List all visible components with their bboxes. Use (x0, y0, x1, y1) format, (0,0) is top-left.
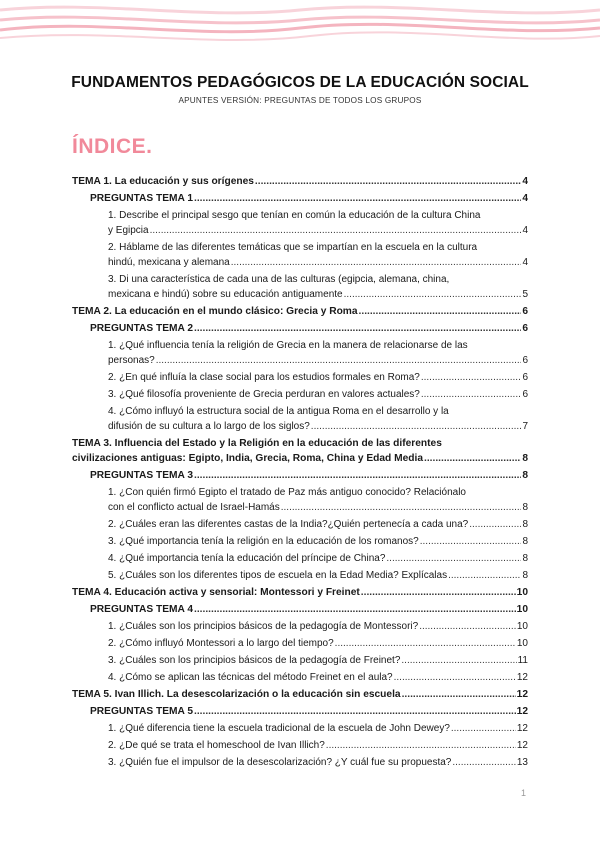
toc-tema-5[interactable]: TEMA 5. Ivan Illich. La desescolarización o la educación sin escuela ..... 12 (72, 687, 528, 702)
toc-question-4-3[interactable]: 3. ¿Cuáles son los principios básicos de la pedagogía de Freinet? ..... 11 (72, 653, 528, 668)
toc-preguntas-tema-3[interactable]: PREGUNTAS TEMA 3 ..... 8 (72, 468, 528, 483)
toc-tema-1[interactable]: TEMA 1. La educación y sus orígenes ..... 4 (72, 174, 528, 189)
toc-tema-2[interactable]: TEMA 2. La educación en el mundo clásico: Grecia y Roma ..... 6 (72, 304, 528, 319)
toc-preguntas-tema-5[interactable]: PREGUNTAS TEMA 5 ..... 12 (72, 704, 528, 719)
toc-preguntas-tema-2[interactable]: PREGUNTAS TEMA 2 ..... 6 (72, 321, 528, 336)
document-subtitle: APUNTES VERSIÓN: PREGUNTAS DE TODOS LOS GRUPOS (178, 96, 422, 105)
toc-preguntas-tema-1[interactable]: PREGUNTAS TEMA 1 ..... 4 (72, 191, 528, 206)
toc-question-1-2[interactable]: 2. Háblame de las diferentes temáticas que se impartían en la escuela en la cultura hindú, mexicana y alemana ..... 4 (72, 240, 528, 270)
toc-question-3-1[interactable]: 1. ¿Con quién firmó Egipto el tratado de Paz más antiguo conocido? Relaciónalo con el conflicto actual de Israel-Hamás ..... 8 (72, 485, 528, 515)
toc-question-4-1[interactable]: 1. ¿Cuáles son los principios básicos de la pedagogía de Montessori? ..... 10 (72, 619, 528, 634)
toc-question-1-1[interactable]: 1. Describe el principal sesgo que tenían en común la educación de la cultura China y Egipcia ..... 4 (72, 208, 528, 238)
toc-tema-4[interactable]: TEMA 4. Educación activa y sensorial: Montessori y Freinet ..... 10 (72, 585, 528, 600)
toc-question-5-2[interactable]: 2. ¿De qué se trata el homeschool de Ivan Illich? ..... 12 (72, 738, 528, 753)
toc-question-4-2[interactable]: 2. ¿Cómo influyó Montessori a lo largo del tiempo? ..... 10 (72, 636, 528, 651)
toc-question-1-3[interactable]: 3. Di una característica de cada una de las culturas (egipcia, alemana, china, mexicana e hindú) sobre su educación antiguamente ..... 5 (72, 272, 528, 302)
decorative-wave-header (0, 0, 600, 52)
toc-question-5-3[interactable]: 3. ¿Quién fue el impulsor de la desescolarización? ¿Y cuál fue su propuesta? ..... 13 (72, 755, 528, 770)
index-heading: ÍNDICE. (72, 135, 153, 158)
toc-question-4-4[interactable]: 4. ¿Cómo se aplican las técnicas del método Freinet en el aula? ..... 12 (72, 670, 528, 685)
toc-question-3-3[interactable]: 3. ¿Qué importancia tenía la religión en la educación de los romanos? ..... 8 (72, 534, 528, 549)
toc-question-5-1[interactable]: 1. ¿Qué diferencia tiene la escuela tradicional de la escuela de John Dewey? ..... 12 (72, 721, 528, 736)
toc-question-2-1[interactable]: 1. ¿Qué influencia tenía la religión de Grecia en la manera de relacionarse de las personas? ..... 6 (72, 338, 528, 368)
table-of-contents (72, 172, 528, 770)
toc-preguntas-tema-4[interactable]: PREGUNTAS TEMA 4 ..... 10 (72, 602, 528, 617)
toc-question-3-4[interactable]: 4. ¿Qué importancia tenía la educación del príncipe de China? ..... 8 (72, 551, 528, 566)
toc-tema-3[interactable]: TEMA 3. Influencia del Estado y la Religión en la educación de las diferentes civilizaciones antiguas: Egipto, India, Grecia, Roma, China y Edad Media ..... 8 (72, 436, 528, 466)
document-title: FUNDAMENTOS PEDAGÓGICOS DE LA EDUCACIÓN SOCIAL (71, 74, 529, 91)
toc-question-2-4[interactable]: 4. ¿Cómo influyó la estructura social de la antigua Roma en el desarrollo y la difusión de su cultura a lo largo de los siglos? ..... 7 (72, 404, 528, 434)
toc-question-2-3[interactable]: 3. ¿Qué filosofía proveniente de Grecia perduran en valores actuales? ..... 6 (72, 387, 528, 402)
page-number: 1 (520, 788, 526, 798)
toc-question-3-5[interactable]: 5. ¿Cuáles son los diferentes tipos de escuela en la Edad Media? Explícalas ..... 8 (72, 568, 528, 583)
toc-question-3-2[interactable]: 2. ¿Cuáles eran las diferentes castas de la India?¿Quién pertenecía a cada una? ..... 8 (72, 517, 528, 532)
toc-question-2-2[interactable]: 2. ¿En qué influía la clase social para los estudios formales en Roma? ..... 6 (72, 370, 528, 385)
